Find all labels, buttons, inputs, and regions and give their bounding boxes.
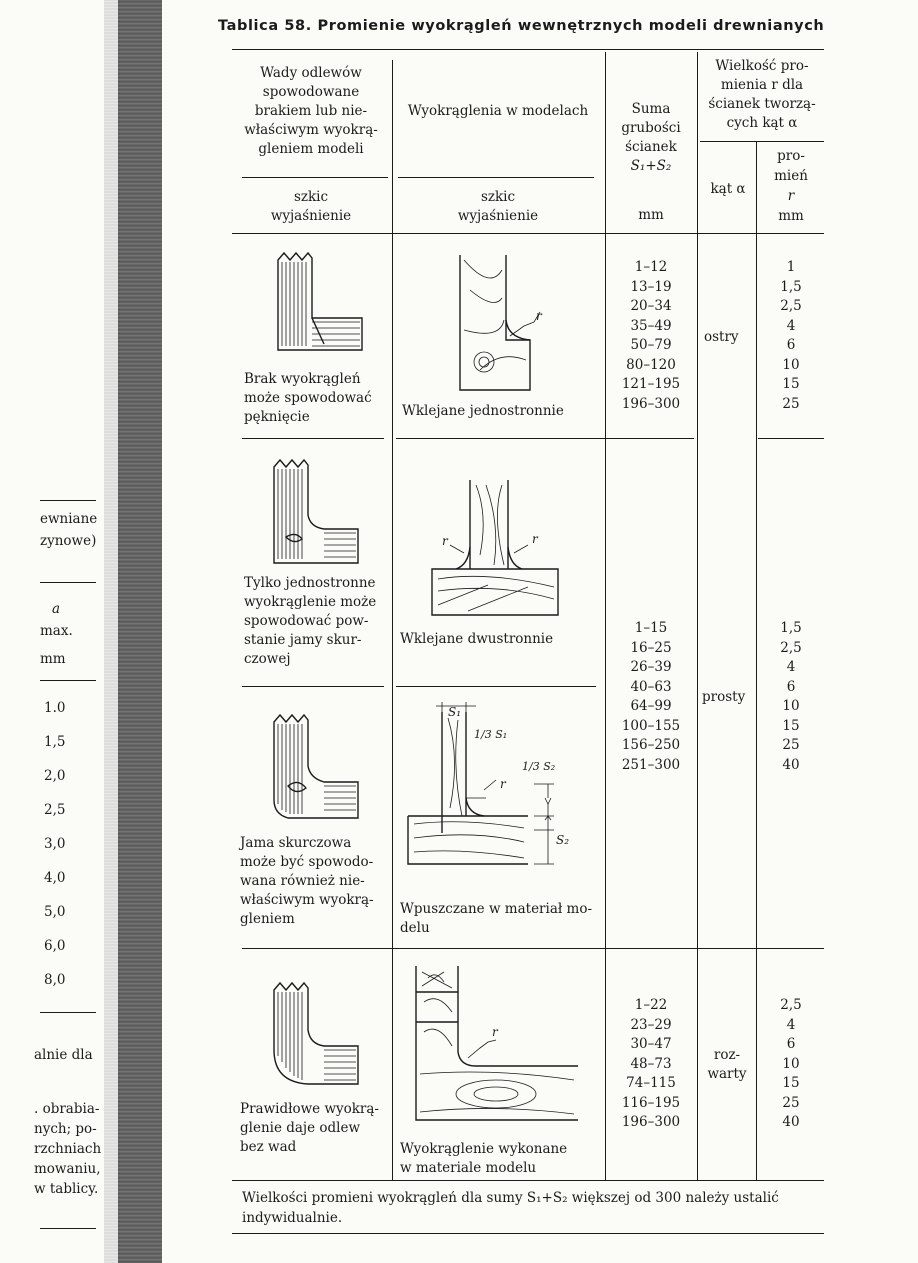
radii-row2: 1,5 2,5 4 6 10 15 25 40 <box>780 620 802 773</box>
svg-text:r: r <box>532 532 538 546</box>
left-col-header-max: max. <box>40 623 73 639</box>
header-rule <box>700 141 824 142</box>
caption-row1-rounding: Wklejane jednostronnie <box>402 403 564 419</box>
table-bottom-rule <box>232 1180 824 1181</box>
left-text-fragment: alnie dla <box>34 1047 93 1063</box>
sketch-shrinkage-cavity <box>268 710 368 825</box>
left-value: 5,0 <box>44 904 66 920</box>
header-sum-unit: mm <box>638 207 664 223</box>
header-sub-rule <box>398 177 594 178</box>
radii-row4: 2,5 4 6 10 15 25 40 <box>780 997 802 1130</box>
left-value: 4,0 <box>44 870 66 886</box>
left-rule <box>40 1012 96 1013</box>
row-rule <box>242 686 384 687</box>
col-divider <box>756 142 757 1180</box>
left-text-fragment: . obrabia- <box>34 1101 100 1117</box>
angle-row1: ostry <box>704 329 739 345</box>
sketch-glued-one-side <box>450 250 570 395</box>
sketch-correct-rounding <box>268 978 368 1090</box>
header-radius-mm: pro- mień r mm <box>774 148 808 224</box>
header-sub-rule <box>242 177 388 178</box>
caption-row4-rounding: Wyokrąglenie wykonane w materiale modelu <box>400 1141 568 1176</box>
col-divider <box>605 52 606 1180</box>
left-text-fragment: w tablicy. <box>34 1181 99 1197</box>
row-rule <box>396 686 596 687</box>
col-divider <box>392 60 393 1180</box>
caption-row3-defect: Jama skurczowa może być spowodo- wana również nie- właściwym wyokrą- gleniem <box>240 835 374 927</box>
left-rule <box>40 680 96 681</box>
sums-row1: 1–12 13–19 20–34 35–49 50–79 80–120 121–195 196–300 <box>621 259 681 412</box>
angle-row2: prosty <box>702 689 746 705</box>
sums-row4: 1–22 23–29 30–47 48–73 74–115 116–195 196–300 <box>621 997 681 1130</box>
col-divider <box>697 52 698 1180</box>
left-value: 2,5 <box>44 802 66 818</box>
left-rule <box>40 582 96 583</box>
radii-row1: 1 1,5 2,5 4 6 10 15 25 <box>780 259 802 412</box>
svg-text:r: r <box>442 534 448 548</box>
left-fragment-2: zynowe) <box>40 533 97 549</box>
table-footnote: Wielkości promieni wyokrągleń dla sumy S₁+S₂ większej od 300 należy ustalić indywidualnie. <box>242 1190 779 1226</box>
header-bottom-rule <box>232 233 824 234</box>
header-defects: Wady odlewów spowodowane brakiem lub nie- właściwym wyokrą- gleniem modeli <box>244 65 378 157</box>
left-value: 1,5 <box>44 734 66 750</box>
row-rule <box>242 438 384 439</box>
caption-row2-rounding: Wklejane dwustronnie <box>400 631 554 647</box>
svg-text:1/3 S₂: 1/3 S₂ <box>522 760 556 773</box>
sketch-rounding-in-material <box>414 962 584 1132</box>
sketch-recessed <box>404 698 594 888</box>
header-sum: Suma grubości ścianek S₁+S₂ <box>621 101 681 174</box>
left-text-fragment: mowaniu, <box>34 1161 101 1177</box>
svg-text:r: r <box>492 1025 498 1039</box>
left-value: 2,0 <box>44 768 66 784</box>
table-top-rule <box>232 49 824 50</box>
left-value: 3,0 <box>44 836 66 852</box>
left-col-header-mm: mm <box>40 651 66 667</box>
left-rule <box>40 1228 96 1229</box>
footnote-rule <box>232 1233 824 1234</box>
header-defects-sub: szkic wyjaśnienie <box>270 189 352 224</box>
left-rule <box>40 500 96 501</box>
caption-row1-defect: Brak wyokrągleń może spowodować pęknięcie <box>244 371 372 425</box>
sketch-glued-two-sides <box>428 475 568 620</box>
caption-row2-defect: Tylko jednostronne wyokrąglenie może spowodować pow- stanie jamy skur- czowej <box>244 575 377 667</box>
header-roundings: Wyokrąglenia w modelach <box>407 103 589 119</box>
caption-row4-defect: Prawidłowe wyokrą- glenie daje odlew bez wad <box>240 1101 379 1155</box>
svg-text:r: r <box>536 309 542 323</box>
left-fragment-1: ewniane <box>40 511 98 527</box>
left-text-fragment: nych; po- <box>34 1121 97 1137</box>
angle-row4: roz- warty <box>707 1047 747 1082</box>
header-roundings-sub: szkic wyjaśnienie <box>457 189 539 224</box>
table-title: Tablica 58. Promienie wyokrągleń wewnętrznych modeli drewnianych <box>218 18 825 34</box>
sketch-one-side-rounding <box>268 455 368 570</box>
left-text-fragment: rzchniach <box>34 1141 102 1157</box>
row-rule <box>758 438 824 439</box>
caption-row3-rounding: Wpuszczane w materiał mo- delu <box>400 901 593 936</box>
row-rule <box>242 948 824 949</box>
book-binding <box>118 0 162 1263</box>
svg-text:1/3 S₁: 1/3 S₁ <box>474 728 508 741</box>
left-value: 6,0 <box>44 938 66 954</box>
sketch-missing-rounding <box>272 248 372 358</box>
header-radius: Wielkość pro- mienia r dla ścianek tworzą- cych kąt α <box>708 58 816 131</box>
row-rule <box>396 438 694 439</box>
header-angle: kąt α <box>710 181 746 197</box>
left-value: 8,0 <box>44 972 66 988</box>
svg-text:S₁: S₁ <box>448 705 462 719</box>
svg-text:S₂: S₂ <box>556 833 570 847</box>
svg-text:r: r <box>500 777 506 791</box>
sums-row2: 1–15 16–25 26–39 40–63 64–99 100–155 156–250 251–300 <box>621 620 681 773</box>
left-value: 1.0 <box>44 700 66 716</box>
left-col-header-a: a <box>52 601 61 617</box>
